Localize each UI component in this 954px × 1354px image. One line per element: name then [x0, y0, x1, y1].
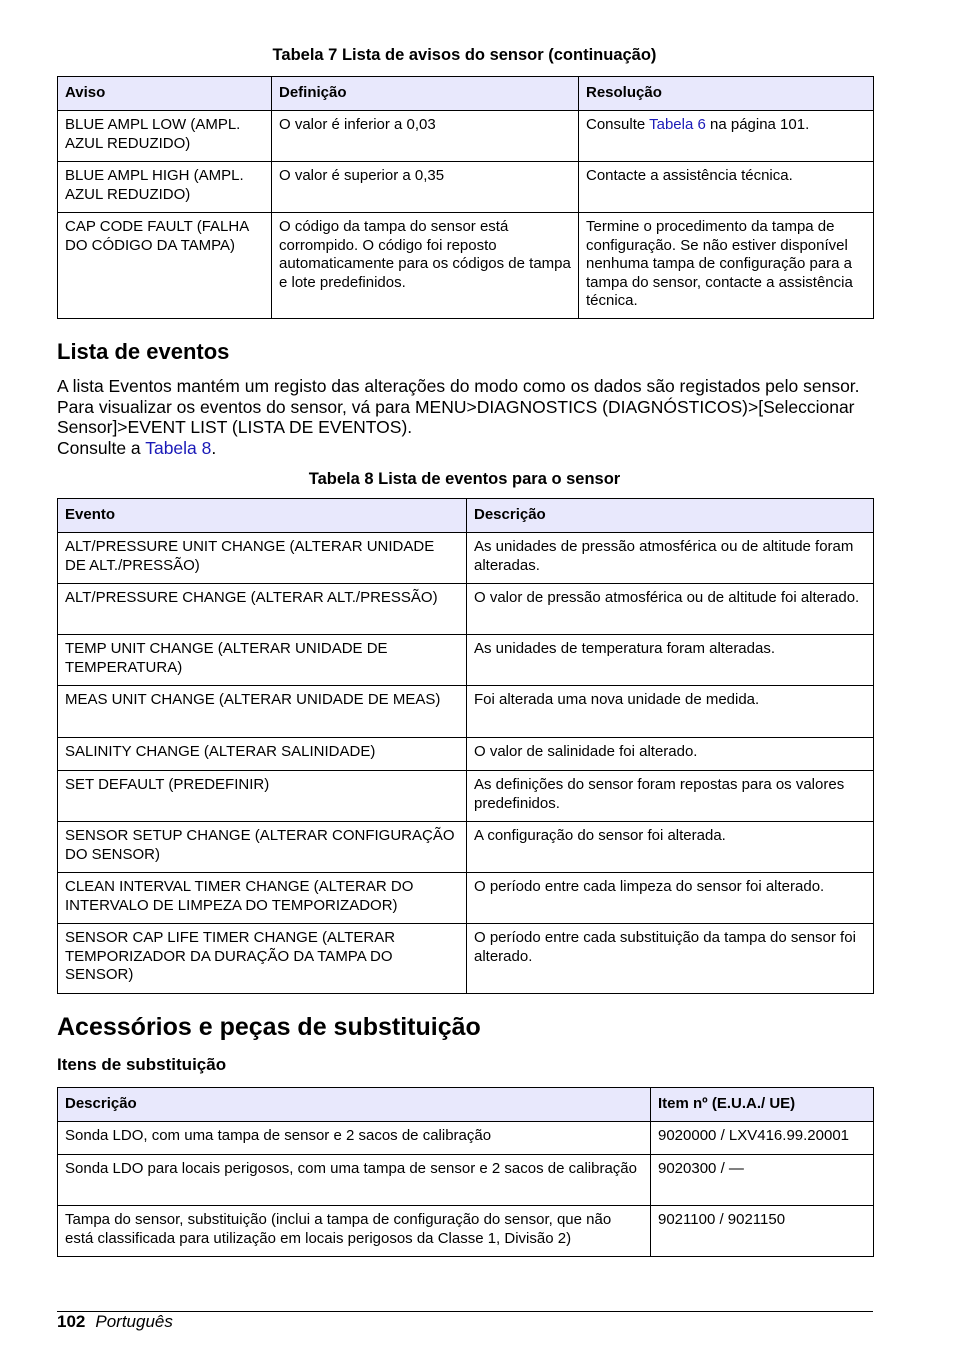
table7-sensor-warnings — [57, 76, 874, 319]
table-row — [58, 533, 874, 584]
description-cell: O valor de pressão atmosférica ou de altitude foi alterado. — [467, 584, 874, 635]
description-cell: A configuração do sensor foi alterada. — [467, 822, 874, 873]
reference-text: Consulte a — [57, 437, 146, 458]
events-paragraph — [57, 376, 872, 458]
table8-sensor-events — [57, 498, 874, 994]
column-header-aviso: Aviso — [58, 77, 272, 111]
item-description-cell: Tampa do sensor, substituição (inclui a tampa de configuração do sensor, que não está classificada para utilização em locais perigosos da Classe 1, Divisão 2) — [58, 1206, 651, 1257]
item-number-cell: 9020000 / LXV416.99.20001 — [651, 1122, 874, 1155]
description-cell: As unidades de pressão atmosférica ou de altitude foram alteradas. — [467, 533, 874, 584]
description-cell: O valor de salinidade foi alterado. — [467, 738, 874, 771]
description-cell: O período entre cada substituição da tampa do sensor foi alterado. — [467, 924, 874, 994]
event-cell: SENSOR CAP LIFE TIMER CHANGE (ALTERAR TEMPORIZADOR DA DURAÇÃO DA TAMPA DO SENSOR) — [58, 924, 467, 994]
event-cell: SENSOR SETUP CHANGE (ALTERAR CONFIGURAÇÃO DO SENSOR) — [58, 822, 467, 873]
tabela-6-link[interactable]: Tabela 6 — [649, 116, 706, 133]
column-header-descricao: Descrição — [467, 499, 874, 533]
item-number-cell: 9020300 / — — [651, 1155, 874, 1206]
warning-cell: BLUE AMPL LOW (AMPL. AZUL REDUZIDO) — [58, 111, 272, 162]
table-row — [58, 738, 874, 771]
accessories-heading: Acessórios e peças de substituição — [57, 1013, 481, 1041]
resolution-cell: Termine o procedimento da tampa de configuração. Se não estiver disponível nenhuma tampa de configuração para a tampa do sensor, contacte a assistência técnica. — [579, 213, 874, 319]
table-row — [58, 635, 874, 686]
resolution-cell: Contacte a assistência técnica. — [579, 162, 874, 213]
table-header-row — [58, 499, 874, 533]
definition-cell: O valor é superior a 0,35 — [272, 162, 579, 213]
column-header-resolucao: Resolução — [579, 77, 874, 111]
footer-language: Português — [95, 1312, 173, 1331]
event-cell: ALT/PRESSURE UNIT CHANGE (ALTERAR UNIDADE DE ALT./PRESSÃO) — [58, 533, 467, 584]
resolution-text: Consulte — [586, 116, 650, 133]
column-header-item-number: Item nº (E.U.A./ UE) — [651, 1088, 874, 1122]
replacement-items-subheading: Itens de substituição — [57, 1055, 227, 1074]
tabela-8-link[interactable]: Tabela 8 — [145, 437, 212, 458]
description-cell: As definições do sensor foram repostas para os valores predefinidos. — [467, 771, 874, 822]
table-row — [58, 162, 874, 213]
table-row — [58, 686, 874, 738]
table-row — [58, 584, 874, 635]
event-cell: TEMP UNIT CHANGE (ALTERAR UNIDADE DE TEMPERATURA) — [58, 635, 467, 686]
table-row — [58, 1155, 874, 1206]
table-row — [58, 771, 874, 822]
definition-cell: O código da tampa do sensor está corrompido. O código foi reposto automaticamente para os códigos de tampa e lote predefinidos. — [272, 213, 579, 319]
event-cell: ALT/PRESSURE CHANGE (ALTERAR ALT./PRESSÃO) — [58, 584, 467, 635]
replacement-items-table — [57, 1087, 874, 1257]
description-cell: Foi alterada uma nova unidade de medida. — [467, 686, 874, 738]
warning-cell: CAP CODE FAULT (FALHA DO CÓDIGO DA TAMPA) — [58, 213, 272, 319]
page-number: 102 — [57, 1312, 86, 1331]
table-row — [58, 1122, 874, 1155]
event-cell: SET DEFAULT (PREDEFINIR) — [58, 771, 467, 822]
item-description-cell: Sonda LDO, com uma tampa de sensor e 2 sacos de calibração — [58, 1122, 651, 1155]
resolution-text: na página 101. — [705, 116, 810, 133]
event-cell: MEAS UNIT CHANGE (ALTERAR UNIDADE DE MEAS) — [58, 686, 467, 738]
table7-caption: Tabela 7 Lista de avisos do sensor (continuação) — [272, 46, 657, 64]
definition-cell: O valor é inferior a 0,03 — [272, 111, 579, 162]
table-row — [58, 111, 874, 162]
table-header-row — [58, 1088, 874, 1122]
events-section-heading: Lista de eventos — [57, 339, 230, 364]
column-header-definicao: Definição — [272, 77, 579, 111]
table-header-row — [58, 77, 874, 111]
table8-caption: Tabela 8 Lista de eventos para o sensor — [308, 470, 621, 488]
reference-text: . — [211, 437, 217, 458]
description-cell: As unidades de temperatura foram alteradas. — [467, 635, 874, 686]
page-footer — [57, 1312, 173, 1332]
warning-cell: BLUE AMPL HIGH (AMPL. AZUL REDUZIDO) — [58, 162, 272, 213]
description-cell: O período entre cada limpeza do sensor foi alterado. — [467, 873, 874, 924]
event-cell: SALINITY CHANGE (ALTERAR SALINIDADE) — [58, 738, 467, 771]
event-cell: CLEAN INTERVAL TIMER CHANGE (ALTERAR DO INTERVALO DE LIMPEZA DO TEMPORIZADOR) — [58, 873, 467, 924]
table-row — [58, 822, 874, 873]
item-number-cell: 9021100 / 9021150 — [651, 1206, 874, 1257]
table-row — [58, 213, 874, 319]
table-row — [58, 924, 874, 994]
column-header-evento: Evento — [58, 499, 467, 533]
item-description-cell: Sonda LDO para locais perigosos, com uma tampa de sensor e 2 sacos de calibração — [58, 1155, 651, 1206]
footer-divider — [57, 1311, 873, 1312]
table-row — [58, 873, 874, 924]
events-paragraph-reference — [57, 438, 872, 459]
column-header-descricao: Descrição — [58, 1088, 651, 1122]
events-paragraph-main: A lista Eventos mantém um registo das alterações do modo como os dados são registados pelo sensor. Para visualizar os eventos do sensor, vá para MENU>DIAGNOSTICS (DIAGNÓSTICOS)>[Seleccionar Sensor]>EVENT LIST (LISTA DE EVENTOS). — [57, 376, 860, 437]
table-row — [58, 1206, 874, 1257]
resolution-cell — [579, 111, 874, 162]
